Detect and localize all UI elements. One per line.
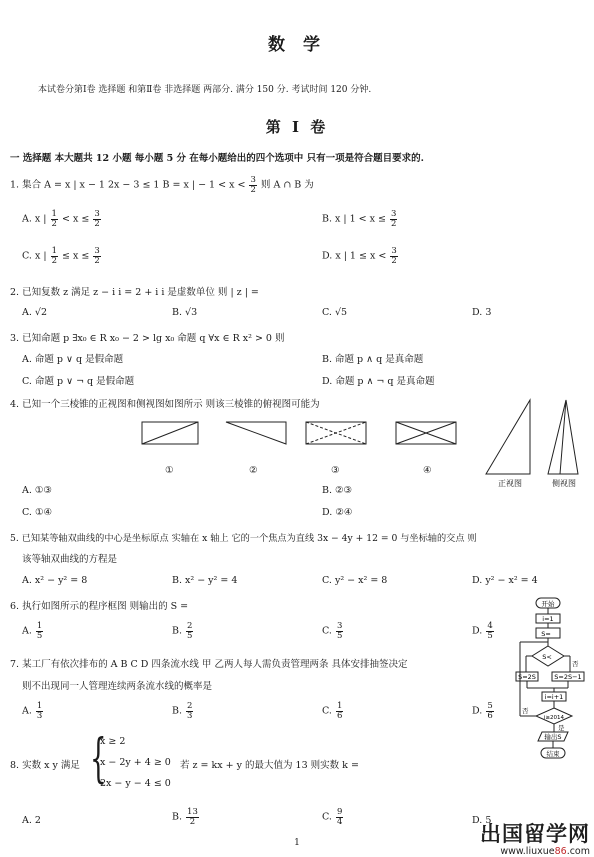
q4-view-1: [140, 420, 200, 446]
q2-option-a: A. √2: [22, 307, 47, 318]
exam-intro: 本试卷分第Ⅰ卷 选择题 和第Ⅱ卷 非选择题 两部分. 满分 150 分. 考试时间 120 分钟.: [38, 85, 372, 95]
q6-option-c: C. $\frac{3}{5}$: [322, 621, 343, 641]
fc-loop-cond: i≥2014: [543, 715, 565, 721]
watermark-url: www.liuxue86.com: [500, 846, 590, 857]
watermark-main: 出国留学网: [480, 822, 590, 846]
q2-option-d: D. 3: [472, 307, 492, 318]
fc-inc: i=i+1: [544, 693, 564, 701]
q7-option-a: A. $\frac{1}{3}$: [22, 701, 43, 721]
q5-option-a: A. x² − y² = 8: [22, 575, 88, 586]
q3-option-b: B. 命题 p ∧ q 是真命题: [322, 354, 424, 365]
q4-front-view-caption: 正视图: [498, 479, 522, 488]
q2-stem: 2. 已知复数 z 满足 z − i i = 2 + i i 是虚数单位 则 | z | =: [10, 287, 259, 298]
fc-start: 开始: [541, 600, 555, 608]
q7-option-c: C. $\frac{1}{6}$: [322, 701, 343, 721]
q4-option-d: D. ②④: [322, 507, 353, 518]
q7-stem-line2: 则不出现同一人管理连续两条流水线的概率是: [22, 681, 213, 692]
q4-side-view: [544, 396, 580, 476]
q1-option-b: B. x | 1 < x ≤ $\frac{3}{2}$: [322, 209, 397, 229]
q4-stem: 4. 已知一个三棱锥的正视图和侧视图如图所示 则该三棱锥的俯视图可能为: [10, 399, 320, 410]
q6-option-b: B. $\frac{2}{5}$: [172, 621, 193, 641]
page-number: 1: [294, 838, 300, 848]
q1-option-a: A. x | $\frac{1}{2}$ < x ≤ $\frac{3}{2}$: [22, 209, 100, 229]
q8-system-1: x ≥ 2: [100, 736, 126, 747]
q5-option-c: C. y² − x² = 8: [322, 575, 388, 586]
q2-option-b: B. √3: [172, 307, 198, 318]
q7-option-d: D. $\frac{5}{6}$: [472, 701, 493, 721]
q1-stem: 1. 集合 A = x | x − 1 2x − 3 ≤ 1 B = x | − 1 < x < $\frac{3}{2}$ 则 A ∩ B 为: [10, 175, 314, 195]
q4-option-b: B. ②③: [322, 485, 353, 496]
q4-label-1: ①: [165, 465, 174, 476]
fc-box1: S=2S: [518, 673, 536, 681]
q6-option-d: D. $\frac{4}{5}$: [472, 621, 493, 641]
q4-label-4: ④: [423, 465, 432, 476]
fc-output: 输出S: [544, 733, 562, 741]
q4-view-4: [394, 420, 458, 446]
q3-stem: 3. 已知命题 p ∃x₀ ∈ R x₀ − 2 > lg x₀ 命题 q ∀x ∈ R x² > 0 则: [10, 333, 285, 344]
section-heading: 一 选择题 本大题共 12 小题 每小题 5 分 在每小题给出的四个选项中 只有一项是符合题目要求的.: [10, 153, 424, 164]
q3-option-c: C. 命题 p ∨ ¬ q 是假命题: [22, 376, 135, 387]
q7-stem-line1: 7. 某工厂有依次排布的 A B C D 四条流水线 甲 乙两人每人需负责管理两条 具体安排抽签决定: [10, 659, 408, 670]
q8-system-3: 2x − y − 4 ≤ 0: [100, 778, 171, 789]
q5-stem-line1: 5. 已知某等轴双曲线的中心是坐标原点 实轴在 x 轴上 它的一个焦点为直线 3x − 4y + 12 = 0 与坐标轴的交点 则: [10, 533, 477, 544]
fc-cond: S<: [542, 653, 552, 661]
q4-side-view-caption: 侧视图: [552, 479, 576, 488]
q3-option-d: D. 命题 p ∧ ¬ q 是真命题: [322, 376, 435, 387]
q8-option-d: D. 5: [472, 815, 492, 826]
q1-option-c: C. x | $\frac{1}{2}$ ≤ x ≤ $\frac{3}{2}$: [22, 246, 100, 266]
q4-option-c: C. ①④: [22, 507, 53, 518]
q8-option-a: A. 2: [22, 815, 41, 826]
watermark: [480, 818, 590, 857]
q5-option-d: D. y² − x² = 4: [472, 575, 538, 586]
q4-view-3: [304, 420, 368, 446]
fc-end: 结束: [546, 750, 560, 758]
fc-no: 否: [572, 660, 579, 668]
q8-stem-post: 若 z = kx + y 的最大值为 13 则实数 k =: [180, 760, 359, 771]
fc-no-2: 否: [522, 707, 529, 715]
fc-yes: 是: [558, 724, 565, 732]
q8-option-b: B. $\frac{13}{2}$: [172, 807, 198, 827]
q1-option-d: D. x | 1 ≤ x < $\frac{3}{2}$: [322, 246, 397, 266]
q3-option-a: A. 命题 p ∨ q 是假命题: [22, 354, 124, 365]
q8-system-2: x − 2y + 4 ≥ 0: [100, 757, 171, 768]
q4-label-2: ②: [249, 465, 258, 476]
fc-init-i: i=1: [542, 615, 554, 623]
q4-label-3: ③: [331, 465, 340, 476]
q6-stem: 6. 执行如图所示的程序框图 则输出的 S =: [10, 601, 189, 612]
q8-brace: {: [90, 729, 107, 789]
exam-title: 数 学: [268, 35, 326, 55]
q4-view-2: [224, 420, 288, 446]
q6-flowchart: [514, 596, 586, 764]
fc-box2: S=2S−1: [554, 673, 582, 681]
q4-front-view: [484, 396, 534, 476]
q5-option-b: B. x² − y² = 4: [172, 575, 238, 586]
volume-title: 第 Ⅰ 卷: [265, 118, 329, 136]
q8-option-c: C. $\frac{9}{4}$: [322, 807, 343, 827]
q6-option-a: A. $\frac{1}{5}$: [22, 621, 43, 641]
q7-option-b: B. $\frac{2}{3}$: [172, 701, 193, 721]
fc-init-s: S=: [541, 630, 551, 638]
q2-option-c: C. √5: [322, 307, 348, 318]
q8-stem-pre: 8. 实数 x y 满足: [10, 760, 80, 771]
q4-option-a: A. ①③: [22, 485, 52, 496]
q5-stem-line2: 该等轴双曲线的方程是: [22, 554, 118, 565]
